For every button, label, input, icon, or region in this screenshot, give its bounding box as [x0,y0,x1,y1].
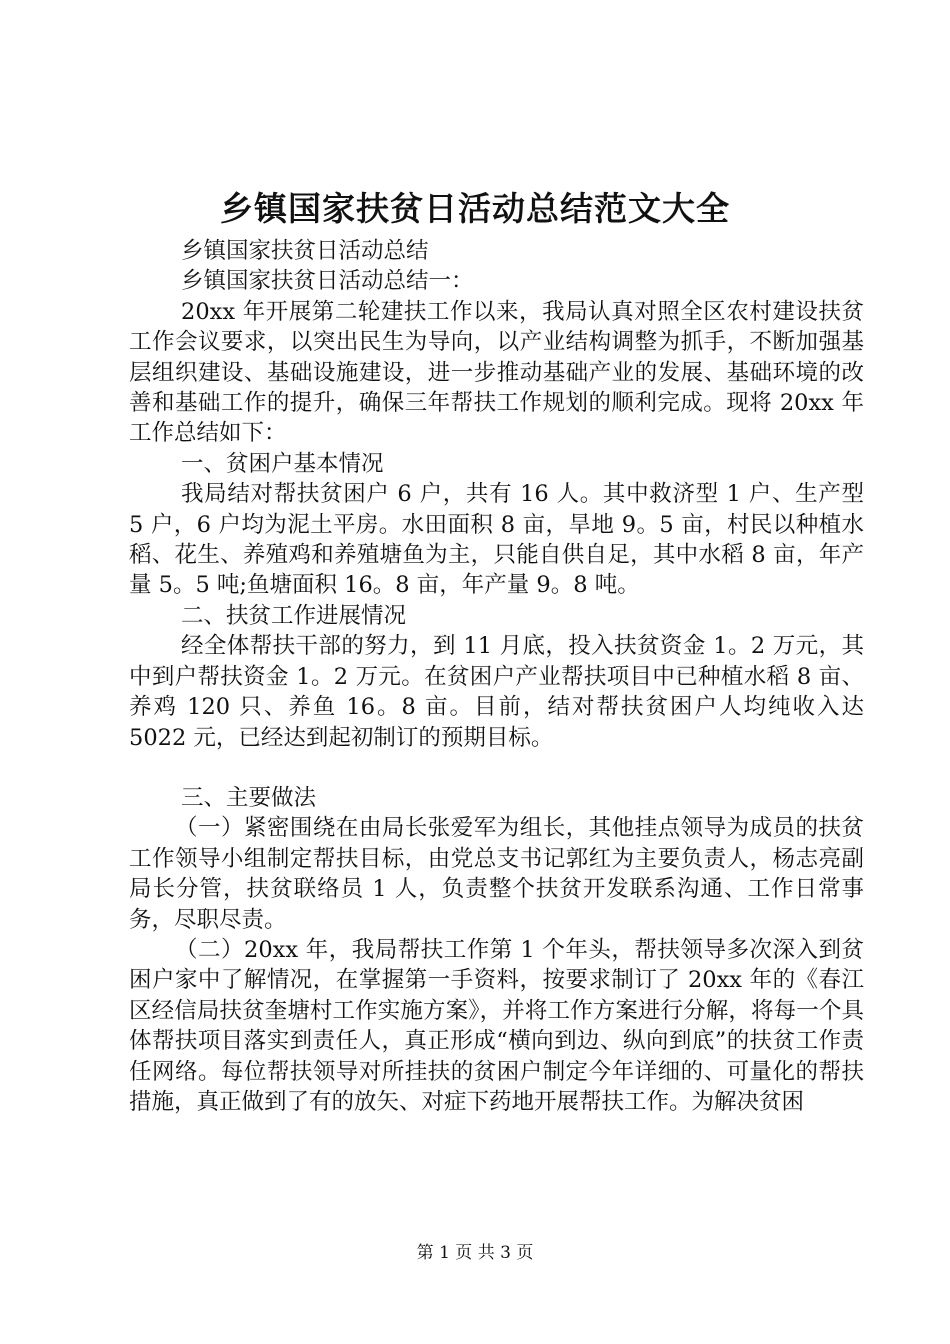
paragraph-progress: 经全体帮扶干部的努力，到 11 月底，投入扶贫资金 1。2 万元，其中到户帮扶资金 1。2 万元。在贫困户产业帮扶项目中已种植水稻 8 亩、养鸡 120 只、养鱼 16。8 亩。目前，结对帮扶贫困户人均纯收入达 5022 元，已经达到起初制订的预期目标。 [129,633,864,751]
heading-main-methods: 三、主要做法 [181,784,317,811]
document-title: 乡镇国家扶贫日活动总结范文大全 [220,189,730,228]
document-body [129,236,864,1117]
section-intro-line: 乡镇国家扶贫日活动总结一： [181,268,474,295]
paragraph-poor-households: 我局结对帮扶贫困户 6 户，共有 16 人。其中救济型 1 户、生产型 5 户，6 户均为泥土平房。水田面积 8 亩，旱地 9。5 亩，村民以种植水稻、花生、养殖鸡和养殖塘鱼为主，只能自供自足，其中水稻 8 亩，年产量 5。5 吨;鱼塘面积 16。8 亩，年产量 9。8 吨。 [129,481,864,599]
intro-paragraph: 20xx 年开展第二轮建扶工作以来，我局认真对照全区农村建设扶贫工作会议要求，以突出民生为导向，以产业结构调整为抓手，不断加强基层组织建设、基础设施建设，进一步推动基础产业的发展、基础环境的改善和基础工作的提升，确保三年帮扶工作规划的顺利完成。现将 20xx 年工作总结如下： [129,298,864,447]
paragraph-method-two: （二）20xx 年，我局帮扶工作第 1 个年头，帮扶领导多次深入到贫困户家中了解情况，在掌握第一手资料，按要求制订了 20xx 年的《春江区经信局扶贫奎塘村工作实施方案》，并将工作方案进行分解，将每一个具体帮扶项目落实到责任人，真正形成“横向到边、纵向到底”的扶贫工作责任网络。每位帮扶领导对所挂扶的贫困户制定今年详细的、可量化的帮扶措施，真正做到了有的放矢、对症下药地开展帮扶工作。为解决贫困 [129,936,864,1115]
heading-poor-households: 一、贫困户基本情况 [181,450,384,477]
paragraph-method-one: （一）紧密围绕在由局长张爱军为组长，其他挂点领导为成员的扶贫工作领导小组制定帮扶目标，由党总支书记郭红为主要负责人，杨志亮副局长分管，扶贫联络员 1 人，负责整个扶贫开发联系沟通、工作日常事务，尽职尽责。 [129,815,864,933]
page-footer: 第 1 页 共 3 页 [416,1243,534,1263]
paragraph-spacer [129,753,864,783]
heading-progress: 二、扶贫工作进展情况 [181,602,407,629]
subtitle-line: 乡镇国家扶贫日活动总结 [181,238,429,264]
